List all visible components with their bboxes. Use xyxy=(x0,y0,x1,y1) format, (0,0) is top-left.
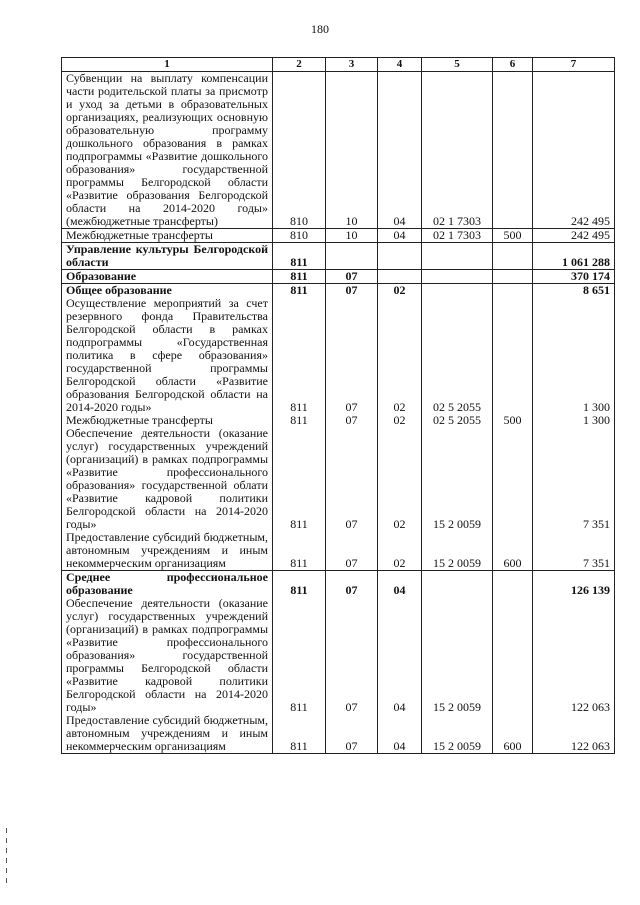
header-col-6: 6 xyxy=(493,58,533,72)
scan-margin-mark xyxy=(6,828,8,888)
table-row xyxy=(62,714,615,754)
cell-gov-code: 811 xyxy=(273,531,326,571)
cell-target-article: 15 2 0059 xyxy=(422,427,493,531)
header-col-3: 3 xyxy=(326,58,378,72)
cell-subsection: 02 xyxy=(378,414,422,427)
cell-section: 07 xyxy=(326,531,378,571)
table-row xyxy=(62,427,615,531)
cell-section: 07 xyxy=(326,571,378,598)
cell-name: Среднее профессиональное образование xyxy=(62,571,273,598)
cell-amount: 122 063 xyxy=(533,597,615,714)
cell-expense-type xyxy=(493,72,533,229)
table-row xyxy=(62,531,615,571)
cell-subsection xyxy=(378,243,422,270)
cell-amount: 242 495 xyxy=(533,229,615,243)
cell-gov-code: 811 xyxy=(273,597,326,714)
cell-subsection: 04 xyxy=(378,229,422,243)
cell-expense-type xyxy=(493,270,533,284)
cell-gov-code: 811 xyxy=(273,243,326,270)
cell-expense-type xyxy=(493,243,533,270)
cell-gov-code: 811 xyxy=(273,414,326,427)
budget-table xyxy=(61,57,615,754)
cell-target-article: 02 1 7303 xyxy=(422,229,493,243)
table-row xyxy=(62,270,615,284)
cell-amount: 126 139 xyxy=(533,571,615,598)
cell-subsection: 04 xyxy=(378,72,422,229)
header-col-1: 1 xyxy=(62,58,273,72)
table-row xyxy=(62,284,615,298)
cell-amount: 370 174 xyxy=(533,270,615,284)
cell-gov-code: 811 xyxy=(273,714,326,754)
table-header-row xyxy=(62,58,615,72)
table-row xyxy=(62,597,615,714)
cell-target-article xyxy=(422,571,493,598)
cell-name: Обеспечение деятельности (оказание услуг) государственных учреждений (организаций) в рамках подпрограммы «Развитие профессионального образования» государственной программы Белгородской области «Развитие кадровой политики Белгородской области на 2014-2020 годы» xyxy=(62,597,273,714)
cell-expense-type: 600 xyxy=(493,714,533,754)
cell-expense-type xyxy=(493,597,533,714)
cell-name: Обеспечение деятельности (оказание услуг) государственных учреждений (организаций) в рамках подпрограммы «Развитие профессионального образования» государственной облати «Развитие кадровой политики Белгородской области на 2014-2020 годы» xyxy=(62,427,273,531)
cell-name: Общее образование xyxy=(62,284,273,298)
cell-name: Управление культуры Белгородской области xyxy=(62,243,273,270)
cell-target-article: 02 5 2055 xyxy=(422,297,493,414)
cell-subsection: 04 xyxy=(378,714,422,754)
cell-name: Предоставление субсидий бюджетным, автономным учреждениям и иным некоммерческим организациям xyxy=(62,531,273,571)
cell-name: Осуществление мероприятий за счет резервного фонда Правительства Белгородской области в рамках подпрограммы «Государственная политика в сфере образования» государственной программы Белгородской области «Развитие образования Белгородской области на 2014-2020 годы» xyxy=(62,297,273,414)
cell-name: Межбюджетные трансферты xyxy=(62,229,273,243)
cell-section: 07 xyxy=(326,284,378,298)
table-row xyxy=(62,229,615,243)
cell-gov-code: 811 xyxy=(273,571,326,598)
cell-expense-type: 500 xyxy=(493,414,533,427)
cell-amount: 1 061 288 xyxy=(533,243,615,270)
table-row xyxy=(62,243,615,270)
cell-gov-code: 811 xyxy=(273,297,326,414)
cell-amount: 1 300 xyxy=(533,414,615,427)
cell-expense-type xyxy=(493,284,533,298)
cell-amount: 1 300 xyxy=(533,297,615,414)
cell-amount: 7 351 xyxy=(533,427,615,531)
cell-target-article: 02 1 7303 xyxy=(422,72,493,229)
cell-amount: 242 495 xyxy=(533,72,615,229)
cell-subsection: 02 xyxy=(378,297,422,414)
cell-expense-type: 600 xyxy=(493,531,533,571)
header-col-5: 5 xyxy=(422,58,493,72)
cell-subsection: 02 xyxy=(378,284,422,298)
cell-subsection: 02 xyxy=(378,531,422,571)
cell-gov-code: 811 xyxy=(273,270,326,284)
cell-subsection: 02 xyxy=(378,427,422,531)
cell-section: 07 xyxy=(326,427,378,531)
cell-subsection: 04 xyxy=(378,571,422,598)
cell-subsection xyxy=(378,270,422,284)
page-number: 180 xyxy=(311,22,329,36)
cell-amount: 122 063 xyxy=(533,714,615,754)
cell-target-article: 02 5 2055 xyxy=(422,414,493,427)
cell-expense-type: 500 xyxy=(493,229,533,243)
cell-section xyxy=(326,243,378,270)
cell-section: 10 xyxy=(326,72,378,229)
cell-amount: 7 351 xyxy=(533,531,615,571)
cell-name: Предоставление субсидий бюджетным, автономным учреждениям и иным некоммерческим организациям xyxy=(62,714,273,754)
cell-expense-type xyxy=(493,427,533,531)
cell-name: Межбюджетные трансферты xyxy=(62,414,273,427)
cell-amount: 8 651 xyxy=(533,284,615,298)
cell-target-article xyxy=(422,284,493,298)
table-row xyxy=(62,571,615,598)
cell-gov-code: 810 xyxy=(273,72,326,229)
cell-target-article: 15 2 0059 xyxy=(422,531,493,571)
cell-gov-code: 811 xyxy=(273,284,326,298)
cell-section: 07 xyxy=(326,297,378,414)
cell-section: 10 xyxy=(326,229,378,243)
cell-target-article xyxy=(422,270,493,284)
cell-name: Субвенции на выплату компенсации части родительской платы за присмотр и уход за детьми в образовательных организациях, реализующих основную образовательную программу дошкольного образования в рамках подпрограммы «Развитие дошкольного образования» государственной программы Белгородской области «Развитие образования Белгородской области на 2014-2020 годы» (межбюджетные трансферты) xyxy=(62,72,273,229)
cell-target-article: 15 2 0059 xyxy=(422,597,493,714)
header-col-7: 7 xyxy=(533,58,615,72)
cell-section: 07 xyxy=(326,714,378,754)
cell-expense-type xyxy=(493,297,533,414)
cell-section: 07 xyxy=(326,414,378,427)
header-col-2: 2 xyxy=(273,58,326,72)
cell-target-article: 15 2 0059 xyxy=(422,714,493,754)
cell-expense-type xyxy=(493,571,533,598)
cell-target-article xyxy=(422,243,493,270)
table-row xyxy=(62,72,615,229)
cell-gov-code: 810 xyxy=(273,229,326,243)
cell-section: 07 xyxy=(326,270,378,284)
cell-gov-code: 811 xyxy=(273,427,326,531)
cell-section: 07 xyxy=(326,597,378,714)
cell-subsection: 04 xyxy=(378,597,422,714)
table-row xyxy=(62,297,615,414)
header-col-4: 4 xyxy=(378,58,422,72)
cell-name: Образование xyxy=(62,270,273,284)
